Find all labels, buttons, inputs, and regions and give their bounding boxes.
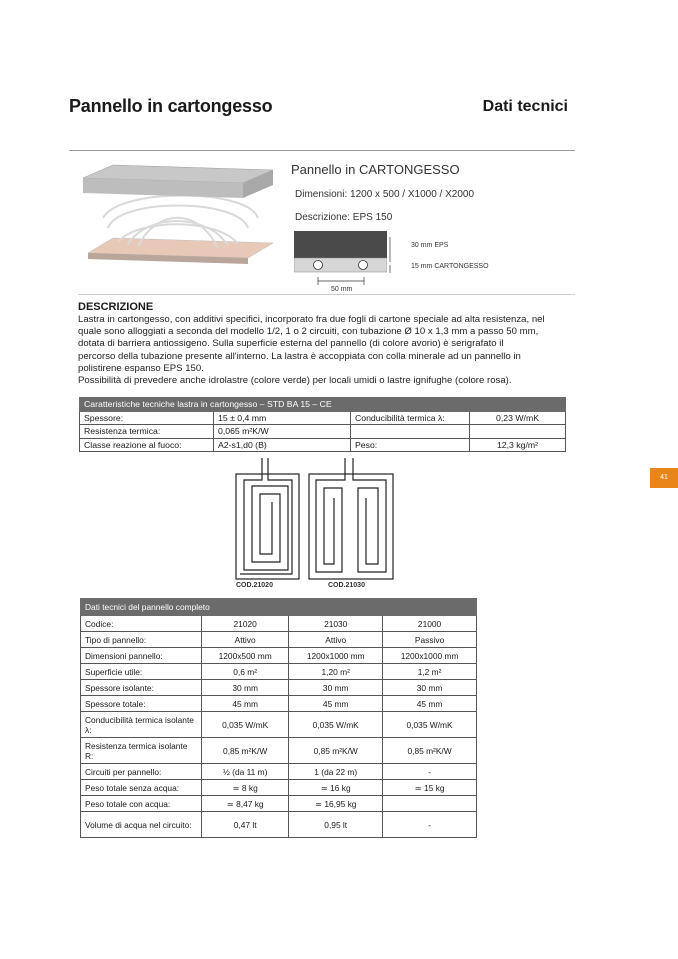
- table-row: [81, 616, 477, 632]
- circuit-diagrams: [232, 458, 397, 581]
- table-cell: ≃ 16,95 kg: [289, 796, 383, 812]
- description-title: DESCRIZIONE: [78, 301, 154, 313]
- table-cell: ≃ 8,47 kg: [202, 796, 289, 812]
- table-cell: 0,6 m²: [202, 664, 289, 680]
- table-cell: Classe reazione al fuoco:: [80, 438, 214, 452]
- table-cell: Volume di acqua nel circuito:: [81, 812, 202, 838]
- table-cell: 0,85 m²K/W: [383, 738, 477, 764]
- product-name: Pannello in CARTONGESSO: [291, 162, 460, 177]
- board-table-title: Caratteristiche tecniche lastra in cartongesso – STD BA 15 – CE: [80, 398, 566, 412]
- table-cell: Passivo: [383, 632, 477, 648]
- table-cell: 1200x1000 mm: [289, 648, 383, 664]
- table-row: [81, 812, 477, 838]
- table-cell: 21020: [202, 616, 289, 632]
- table-cell: 0,95 lt: [289, 812, 383, 838]
- table-cell: 1,20 m²: [289, 664, 383, 680]
- table-cell: Spessore isolante:: [81, 680, 202, 696]
- table-cell: 15 ± 0,4 mm: [214, 411, 351, 425]
- section-title: Dati tecnici: [482, 98, 568, 115]
- section-divider: [78, 294, 575, 295]
- table-cell: -: [383, 812, 477, 838]
- table-cell: Attivo: [202, 632, 289, 648]
- header-divider: [69, 150, 575, 151]
- table-cell: 0,85 m²K/W: [202, 738, 289, 764]
- table-cell: Spessore totale:: [81, 696, 202, 712]
- table-cell: [351, 425, 470, 439]
- table-cell: Attivo: [289, 632, 383, 648]
- description-text: Lastra in cartongesso, con additivi specifici, incorporato fra due fogli di cartone speciale ad alta resistenza, nel quale sono alloggiati a seconda del modello 1/2, 1 o 2 circuiti, con tubazione Ø 10 x 1,3 mm a passo 50 mm, dotata di barriera antiossigeno. Sulla superficie esterna del pannello (di colore avorio) è serigrafato il percorso della tubazione presente all'interno. La lastra è accoppiata con colla minerale ad un pannello in polistirene espanso EPS 150. Possibilità di prevedere anche idrolastre (colore verde) per locali umidi o lastre ignifughe (colore rosa).: [78, 314, 545, 387]
- table-cell: Peso:: [351, 438, 470, 452]
- layer-leader-lines: [388, 235, 410, 275]
- table-cell: [383, 796, 477, 812]
- table-cell: 30 mm: [289, 680, 383, 696]
- board-specs-table: [79, 397, 566, 452]
- table-cell: [470, 425, 566, 439]
- page-title: Pannello in cartongesso: [69, 96, 273, 116]
- table-row: [81, 632, 477, 648]
- table-row: [81, 680, 477, 696]
- pitch-label: 50 mm: [331, 286, 353, 293]
- table-cell: 0,035 W/mK: [202, 712, 289, 738]
- table-cell: 30 mm: [202, 680, 289, 696]
- panel-illustration: [78, 158, 278, 288]
- table-row: [80, 411, 566, 425]
- table-cell: 0,47 lt: [202, 812, 289, 838]
- pitch-dimension-line: [312, 277, 372, 285]
- table-cell: Conducibilità termica λ:: [351, 411, 470, 425]
- table-cell: -: [383, 764, 477, 780]
- table-cell: Circuiti per pannello:: [81, 764, 202, 780]
- table-cell: Dimensioni pannello:: [81, 648, 202, 664]
- table-row: [81, 764, 477, 780]
- table-cell: Codice:: [81, 616, 202, 632]
- table-cell: Resistenza termica:: [80, 425, 214, 439]
- code-label: COD.21030: [328, 582, 365, 589]
- layer-label-eps: 30 mm EPS: [411, 242, 449, 249]
- table-cell: 1,2 m²: [383, 664, 477, 680]
- table-cell: A2-s1,d0 (B): [214, 438, 351, 452]
- table-cell: 0,035 W/mK: [289, 712, 383, 738]
- table-cell: 21030: [289, 616, 383, 632]
- table-cell: Peso totale con acqua:: [81, 796, 202, 812]
- product-dimensions: Dimensioni: 1200 x 500 / X1000 / X2000: [295, 189, 475, 200]
- table-cell: Tipo di pannello:: [81, 632, 202, 648]
- table-cell: Superficie utile:: [81, 664, 202, 680]
- panel-table-title: Dati tecnici del pannello completo: [81, 599, 477, 616]
- table-cell: 30 mm: [383, 680, 477, 696]
- table-row: [81, 712, 477, 738]
- table-cell: 21000: [383, 616, 477, 632]
- product-description: Descrizione: EPS 150: [295, 212, 393, 223]
- table-cell: 0,85 m²K/W: [289, 738, 383, 764]
- page-number-tab: 41: [650, 468, 678, 488]
- table-row: [80, 438, 566, 452]
- table-cell: ≃ 16 kg: [289, 780, 383, 796]
- table-cell: Spessore:: [80, 411, 214, 425]
- table-cell: 45 mm: [383, 696, 477, 712]
- table-row: [81, 664, 477, 680]
- table-cell: 45 mm: [202, 696, 289, 712]
- cross-section-diagram: [294, 231, 387, 276]
- table-cell: 1 (da 22 m): [289, 764, 383, 780]
- table-cell: ≃ 15 kg: [383, 780, 477, 796]
- table-cell: 0,065 m²K/W: [214, 425, 351, 439]
- table-cell: ≃ 8 kg: [202, 780, 289, 796]
- table-row: [81, 648, 477, 664]
- table-cell: 45 mm: [289, 696, 383, 712]
- table-cell: 0,035 W/mK: [383, 712, 477, 738]
- table-cell: Conducibilità termica isolante λ:: [81, 712, 202, 738]
- table-row: [81, 696, 477, 712]
- table-row: [81, 738, 477, 764]
- table-cell: 1200x1000 mm: [383, 648, 477, 664]
- code-label: COD.21020: [236, 582, 273, 589]
- table-cell: Resistenza termica isolante R:: [81, 738, 202, 764]
- table-cell: 0,23 W/mK: [470, 411, 566, 425]
- table-cell: ½ (da 11 m): [202, 764, 289, 780]
- table-row: [81, 796, 477, 812]
- layer-label-plasterboard: 15 mm CARTONGESSO: [411, 263, 489, 270]
- panel-specs-table: [80, 598, 477, 838]
- table-cell: 12,3 kg/m²: [470, 438, 566, 452]
- table-cell: Peso totale senza acqua:: [81, 780, 202, 796]
- table-row: [80, 425, 566, 439]
- table-cell: 1200x500 mm: [202, 648, 289, 664]
- table-row: [81, 780, 477, 796]
